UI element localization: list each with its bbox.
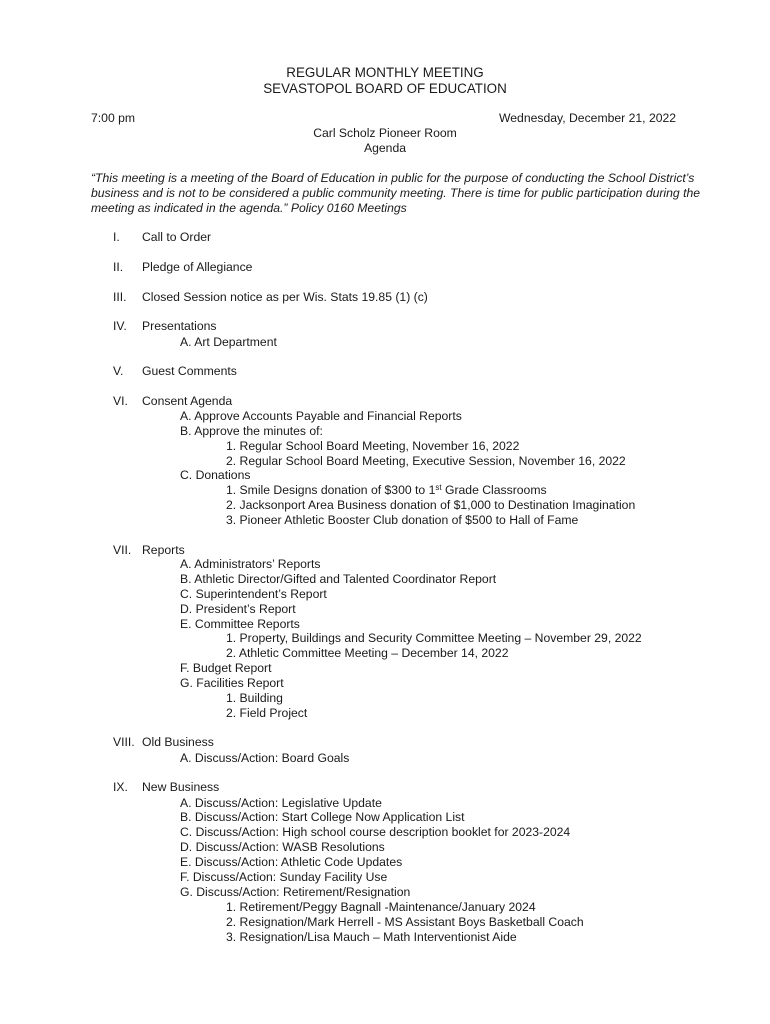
item-number: III. <box>113 290 127 304</box>
item-number: V. <box>113 364 124 378</box>
sub-item: C. Discuss/Action: High school course description booklet for 2023-2024 <box>180 825 571 839</box>
sub-sub-item: 2. Field Project <box>226 706 308 720</box>
sub-item: A. Administrators’ Reports <box>180 557 321 571</box>
item-presentations: Presentations <box>142 319 217 333</box>
item-number: VIII. <box>113 735 135 749</box>
ordinal-suffix: st <box>435 483 442 492</box>
sub-item: G. Facilities Report <box>180 676 284 690</box>
sub-sub-item: 2. Resignation/Mark Herrell - MS Assistant Boys Basketball Coach <box>226 915 584 929</box>
item-closed-session: Closed Session notice as per Wis. Stats 19.85 (1) (c) <box>142 290 428 304</box>
donation-text: 1. Smile Designs donation of $300 to 1 <box>226 483 436 497</box>
item-old-business: Old Business <box>142 735 214 749</box>
sub-item: B. Discuss/Action: Start College Now Application List <box>180 810 465 824</box>
sub-sub-item: 3. Resignation/Lisa Mauch – Math Interventionist Aide <box>226 930 517 944</box>
item-reports: Reports <box>142 543 185 557</box>
sub-item: A. Approve Accounts Payable and Financial Reports <box>180 409 462 423</box>
sub-item: F. Budget Report <box>180 661 272 675</box>
sub-item: F. Discuss/Action: Sunday Facility Use <box>180 870 388 884</box>
item-number: II. <box>113 260 124 274</box>
item-pledge: Pledge of Allegiance <box>142 260 253 274</box>
sub-item: A. Discuss/Action: Board Goals <box>180 751 350 765</box>
sub-sub-item: 2. Jacksonport Area Business donation of $1,000 to Destination Imagination <box>226 498 636 512</box>
sub-item: E. Committee Reports <box>180 617 300 631</box>
sub-sub-item: 3. Pioneer Athletic Booster Club donation of $500 to Hall of Fame <box>226 513 579 527</box>
sub-sub-item: 1. Regular School Board Meeting, November 16, 2022 <box>226 439 520 453</box>
item-call-to-order: Call to Order <box>142 230 212 244</box>
sub-item: A. Discuss/Action: Legislative Update <box>180 796 382 810</box>
sub-sub-item: 1. Building <box>226 691 283 705</box>
sub-item: E. Discuss/Action: Athletic Code Updates <box>180 855 403 869</box>
item-consent-agenda: Consent Agenda <box>142 394 233 408</box>
sub-sub-item <box>226 483 547 498</box>
sub-sub-item: 1. Property, Buildings and Security Committee Meeting – November 29, 2022 <box>226 631 642 645</box>
item-number: IV. <box>113 319 127 333</box>
meeting-title: REGULAR MONTHLY MEETING <box>286 65 484 80</box>
sub-item: D. Discuss/Action: WASB Resolutions <box>180 840 385 854</box>
sub-sub-item: 2. Regular School Board Meeting, Executive Session, November 16, 2022 <box>226 454 626 468</box>
sub-item: B. Athletic Director/Gifted and Talented Coordinator Report <box>180 572 497 586</box>
policy-quote: “This meeting is a meeting of the Board of Education in public for the purpose of conducting the School District’s business and is not to be considered a public community meeting. There is time for public participation during the meeting as indicated in the agenda.” Policy 0160 Meetings <box>91 171 701 215</box>
donation-text-end: Grade Classrooms <box>441 483 547 497</box>
sub-item: C. Superintendent’s Report <box>180 587 327 601</box>
meeting-location: Carl Scholz Pioneer Room <box>313 126 457 140</box>
item-guest-comments: Guest Comments <box>142 364 237 378</box>
item-number: IX. <box>113 780 128 794</box>
meeting-time: 7:00 pm <box>91 111 136 125</box>
agenda-heading: Agenda <box>363 141 407 155</box>
sub-item: G. Discuss/Action: Retirement/Resignation <box>180 885 411 899</box>
sub-item: B. Approve the minutes of: <box>180 424 323 438</box>
item-number: VII. <box>113 543 132 557</box>
board-name: SEVASTOPOL BOARD OF EDUCATION <box>263 81 507 96</box>
item-new-business: New Business <box>142 780 220 794</box>
sub-item: A. Art Department <box>180 335 277 349</box>
sub-item: D. President’s Report <box>180 602 296 616</box>
meeting-date: Wednesday, December 21, 2022 <box>499 111 677 125</box>
sub-sub-item: 2. Athletic Committee Meeting – December 14, 2022 <box>226 646 509 660</box>
item-number: I. <box>113 230 120 244</box>
sub-item: C. Donations <box>180 468 251 482</box>
sub-sub-item: 1. Retirement/Peggy Bagnall -Maintenance/January 2024 <box>226 900 536 914</box>
item-number: VI. <box>113 394 128 408</box>
